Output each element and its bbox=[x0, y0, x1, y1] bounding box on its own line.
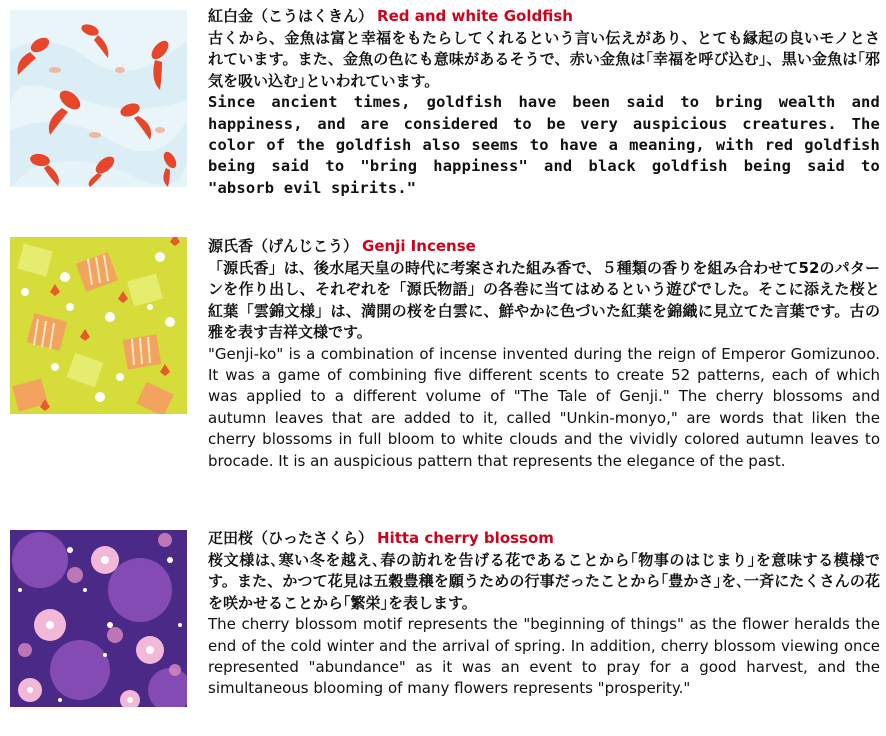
goldfish-title bbox=[208, 6, 880, 28]
genji-title bbox=[208, 236, 880, 258]
genji-body-en: "Genji-ko" is a combination of incense invented during the reign of Emperor Gomizunoo. It was a game of combining five different scents to create 52 patterns, each of which was applied to a different volume of "The Tale of Genji." The cherry blossoms and autumn leaves that are added to it, called "Unkin-monyo," are words that liken the cherry blossoms in full bloom to white clouds and the vividly colored autumn leaves to brocade. It is an auspicious pattern that represents the elegance of the past. bbox=[208, 344, 880, 470]
sakura-body-en: The cherry blossom motif represents the "beginning of things" as the flower heralds the end of the cold winter and the arrival of spring. In addition, cherry blossom viewing once represented "abundance" as it was an event to pray for a good harvest, and the simultaneous blooming of many flowers represents "prosperity." bbox=[208, 615, 880, 698]
sakura-title-en: Hitta cherry blossom bbox=[377, 529, 554, 547]
sakura-body-jp: 桜文様は､寒い冬を越え､春の訪れを告げる花であることから｢物事のはじまり｣を意味する模様です。また、かつて花見は五穀豊穣を願うための行事だったことから｢豊かさ｣を､一斉にたくさんの花を咲かせることから｢繁栄｣を表します。 bbox=[208, 551, 880, 612]
sakura-pattern-image bbox=[10, 530, 187, 707]
sakura-title bbox=[208, 528, 880, 550]
goldfish-text bbox=[208, 6, 880, 199]
goldfish-pattern-image bbox=[10, 10, 187, 187]
goldfish-body-jp: 古くから、金魚は富と幸福をもたらしてくれるという言い伝えがあり、とても縁起の良いモノとされています。また、金魚の色にも意味があるそうで、赤い金魚は｢幸福を呼び込む｣、黒い金魚は｢邪気を吸い込む｣といわれています。 bbox=[208, 29, 880, 90]
sakura-title-jp: 疋田桜（ひったさくら） bbox=[208, 529, 374, 547]
genji-pattern-svg bbox=[10, 237, 187, 414]
genji-text bbox=[208, 236, 880, 472]
goldfish-body-en: Since ancient times, goldfish have been said to bring wealth and happiness, and are considered to be very auspicious creatures. The color of the goldfish also seems to have a meaning, with red goldfish being said to "bring happiness" and black goldfish being said to "absorb evil spirits." bbox=[208, 93, 880, 197]
sakura-pattern-svg bbox=[10, 530, 187, 707]
genji-body-jp: 「源氏香」は、後水尾天皇の時代に考案された組み香で、５種類の香りを組み合わせて52のパターンを作り出し、それぞれを「源氏物語」の各巻に当てはめるという遊びでした。そこに添えた桜と紅葉「雲錦文様」は、満開の桜を白雲に、鮮やかに色づいた紅葉を錦織に見立てた言葉です。古の雅を表す吉祥文様です。 bbox=[208, 259, 880, 342]
goldfish-title-jp: 紅白金（こうはくきん） bbox=[208, 7, 374, 25]
genji-title-en: Genji Incense bbox=[362, 237, 476, 255]
goldfish-pattern-svg bbox=[10, 10, 187, 187]
genji-title-jp: 源氏香（げんじこう） bbox=[208, 237, 359, 255]
sakura-text bbox=[208, 528, 880, 700]
goldfish-title-en: Red and white Goldfish bbox=[377, 7, 573, 25]
genji-pattern-image bbox=[10, 237, 187, 414]
